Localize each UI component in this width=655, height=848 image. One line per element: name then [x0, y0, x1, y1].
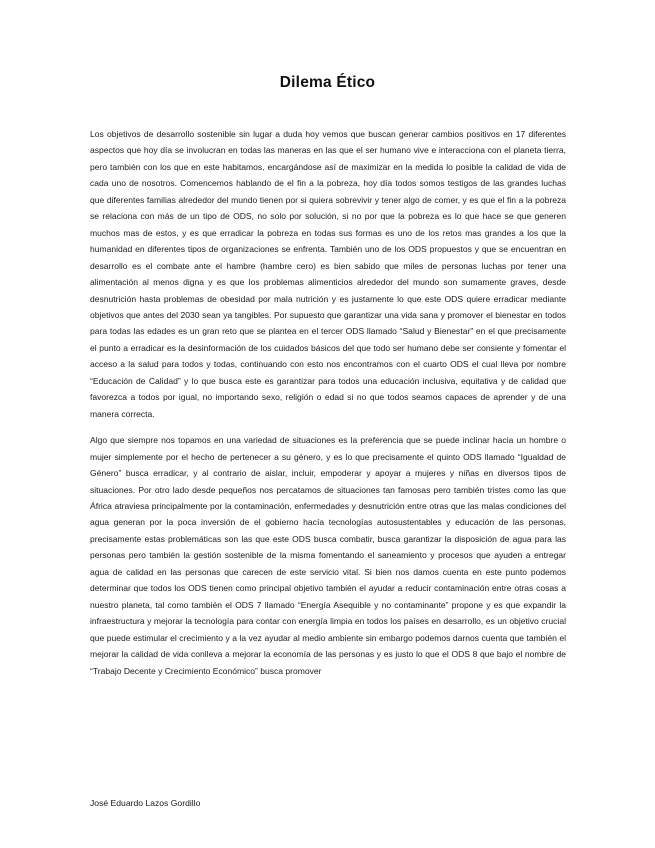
document-body — [90, 126, 566, 679]
paragraph-2: Algo que siempre nos topamos en una variedad de situaciones es la preferencia que se puede inclinar hacia un hombre o mujer simplemente por el hecho de pertenecer a su género, y es lo que precisamente el quinto ODS llamado “Igualdad de Género” busca erradicar, y al contrario de aislar, incluir, empoderar y apoyar a mujeres y niñas en diversos tipos de situaciones. Por otro lado desde pequeños nos percatamos de situaciones tan famosas pero también tristes como las que África atraviesa principalmente por la contaminación, enfermedades y desnutrición entre otras que las malas condiciones del agua generan por la poca inversión de el gobierno hacía tecnologías autosustentables y educación de las personas, precisamente estas problemáticas son las que este ODS busca combatir, busca garantizar la disposición de agua para las personas pero también la gestión sostenible de la misma fomentando el saneamiento y procesos que ayuden a entregar agua de calidad en las personas que carecen de este servicio vital. Si bien nos damos cuenta en este punto podemos determinar que todos los ODS tienen como principal objetivo también el ayudar a reducir contaminación entre otras cosas a nuestro planeta, tal como también el ODS 7 llamado “Energía Asequible y no contaminante” propone y es que expandir la infraestructura y mejorar la tecnología para contar con energía limpia en todos los países en desarrollo, es un objetivo crucial que puede estimular el crecimiento y a la vez ayudar al medio ambiente sin embargo podemos darnos cuenta que también el mejorar la calidad de vida conlleva a mejorar la economía de las personas y es justo lo que el ODS 8 que bajo el nombre de “Trabajo Decente y Crecimiento Económico” busca promover — [90, 435, 566, 676]
paragraph-1: Los objetivos de desarrollo sostenible sin lugar a duda hoy vemos que buscan generar cambios positivos en 17 diferentes aspectos que hoy día se involucran en todas las maneras en las que el ser humano vive e interacciona con el planeta tierra, pero también con los que en este habitamos, encargándose así de maximizar en la medida lo posible la calidad de vida de cada uno de nosotros. Comencemos hablando de el fin a la pobreza, hoy día todos somos testigos de las grandes luchas que diferentes familias alrededor del mundo tienen por si quiera sobrevivir y tener algo de comer, y es que el fin a la pobreza se relaciona con más de un tipo de ODS, no solo por solución, si no por que la pobreza es lo que hace se que generen muchos mas de estos, y es que erradicar la pobreza en todas sus formas es uno de los retos mas grandes a los que la humanidad en diferentes tipos de organizaciones se enfrenta. También uno de los ODS propuestos y que se encuentran en desarrollo es el combate ante el hambre (hambre cero) es bien sabido que miles de personas luchas por tener una alimentación al menos digna y es que los problemas alimenticios alrededor del mundo son sumamente graves, desde desnutrición hasta problemas de obesidad por mala nutrición y es justamente lo que este ODS quiere erradicar mediante objetivos que antes del 2030 sean ya tangibles. Por supuesto que garantizar una vida sana y promover el bienestar en todos para todas las edades es un gran reto que se plantea en el tercer ODS llamado “Salud y Bienestar” en el que precisamente el punto a erradicar es la desinformación de los cuidados básicos del que todo ser humano debe ser consiente y fomentar el acceso a la salud para todos y todas, continuando con esto nos encontramos con el cuarto ODS el cual lleva por nombre “Educación de Calidad” y lo que busca este es garantizar para todos una educación inclusiva, equitativa y de calidad que favorezca a todos por igual, no importando sexo, religión o edad si no que todos seamos capaces de aprender y de una manera correcta. — [90, 129, 566, 419]
author-footer: José Eduardo Lazos Gordillo — [90, 798, 201, 808]
page-title: Dilema Ético — [279, 74, 376, 91]
